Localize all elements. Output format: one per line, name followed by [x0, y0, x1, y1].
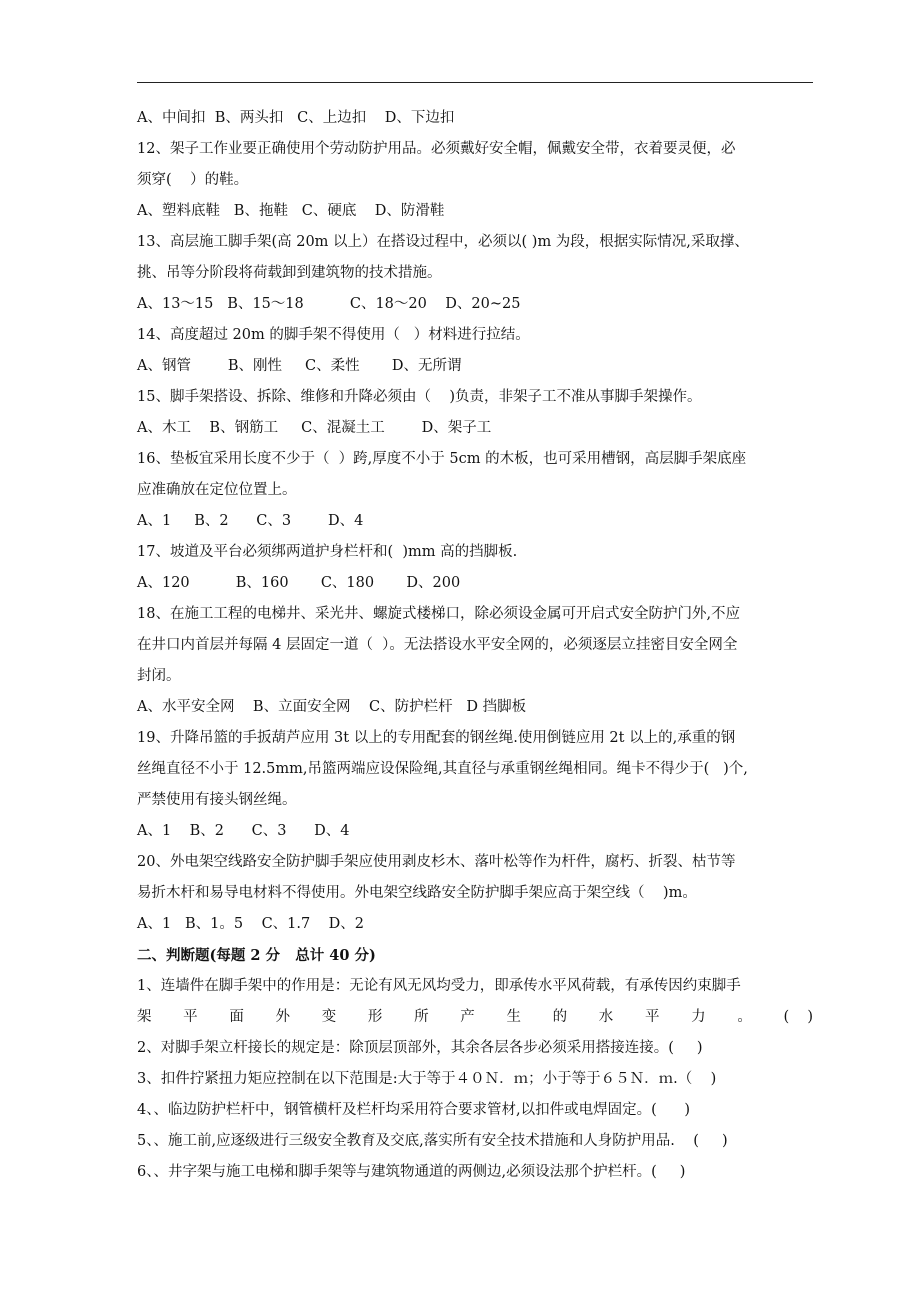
q16-text-line1: 16、垫板宜采用长度不少于（ ）跨,厚度不小于 5cm 的木板，也可采用槽钢，高层脚手架底座 — [137, 451, 747, 467]
section-heading-true-false: 二、判断题(每题 2 分 总计 40 分) — [137, 947, 376, 964]
q13-options: A、13～15 B、15～18 C、18～20 D、20~25 — [137, 296, 521, 312]
q17-text: 17、坡道及平台必须绑两道护身栏杆和( )mm 高的挡脚板. — [137, 544, 518, 560]
q13-text-line1: 13、高层施工脚手架(高 20m 以上）在搭设过程中，必须以( )m 为段，根据实际情况,采取撑、 — [137, 234, 749, 250]
q14-options: A、钢管 B、刚性 C、柔性 D、无所谓 — [137, 358, 462, 374]
q18-text-line3: 封闭。 — [137, 668, 181, 684]
tf4-text: 4、、临边防护栏杆中，钢管横杆及栏杆均采用符合要求管材,以扣件或电焊固定。( ) — [137, 1102, 691, 1118]
tf5-text: 5、、施工前,应逐级进行三级安全教育及交底,落实所有安全技术措施和人身防护用品. ( ) — [137, 1133, 728, 1149]
tf3-text: 3、扣件拧紧扭力矩应控制在以下范围是:大于等于４０Ｎ．ｍ；小于等于６５Ｎ．ｍ.（ ) — [137, 1071, 717, 1087]
q11-options: A、中间扣 B、两头扣 C、上边扣 D、下边扣 — [137, 110, 455, 126]
tf2-text: 2、对脚手架立杆接长的规定是：除顶层顶部外，其余各层各步必须采用搭接连接。( ) — [137, 1040, 703, 1056]
q12-text-line2: 须穿( ）的鞋。 — [137, 172, 249, 188]
q18-text-line2: 在井口内首层并每隔 4 层固定一道（ ）。无法搭设水平安全网的，必须逐层立挂密目安全网全 — [137, 637, 738, 653]
q13-text-line2: 挑、吊等分阶段将荷载卸到建筑物的技术措施。 — [137, 265, 442, 281]
q15-options: A、木工 B、钢筋工 C、混凝土工 D、架子工 — [137, 420, 492, 436]
q20-text-line2: 易折木杆和易导电材料不得使用。外电架空线路安全防护脚手架应高于架空线（ )m。 — [137, 885, 697, 901]
tf1-text-line2: 架 平 面 外 变 形 所 产 生 的 水 平 力 。 ( ) — [137, 1009, 813, 1025]
q15-text: 15、脚手架搭设、拆除、维修和升降必须由（ )负责，非架子工不准从事脚手架操作。 — [137, 389, 702, 405]
q20-options: A、1 B、1。5 C、1.7 D、2 — [137, 916, 365, 932]
q17-options: A、120 B、160 C、180 D、200 — [137, 575, 461, 591]
q16-text-line2: 应准确放在定位位置上。 — [137, 482, 297, 498]
header-rule — [137, 82, 813, 83]
q19-text-line3: 严禁使用有接头钢丝绳。 — [137, 792, 297, 808]
tf6-text: 6、、井字架与施工电梯和脚手架等与建筑物通道的两侧边,必须设法那个护栏杆。( ) — [137, 1164, 686, 1180]
q18-text-line1: 18、在施工工程的电梯井、采光井、螺旋式楼梯口，除必须设金属可开启式安全防护门外,不应 — [137, 606, 741, 622]
q18-options: A、水平安全网 B、立面安全网 C、防护栏杆 D 挡脚板 — [137, 699, 527, 715]
q19-text-line2: 丝绳直径不小于 12.5mm,吊篮两端应设保险绳,其直径与承重钢丝绳相同。绳卡不得少于( )个, — [137, 761, 748, 777]
q12-text-line1: 12、架子工作业要正确使用个劳动防护用品。必须戴好安全帽，佩戴安全带，衣着要灵便，必 — [137, 141, 736, 157]
q14-text: 14、高度超过 20m 的脚手架不得使用（ ）材料进行拉结。 — [137, 327, 530, 343]
q12-options: A、塑料底鞋 B、拖鞋 C、硬底 D、防滑鞋 — [137, 203, 445, 219]
document-body — [137, 103, 813, 1188]
q19-options: A、1 B、2 C、3 D、4 — [137, 823, 350, 839]
q16-options: A、1 B、2 C、3 D、4 — [137, 513, 364, 529]
tf1-text-line1: 1、连墙件在脚手架中的作用是：无论有风无风均受力，即承传水平风荷载，有承传因约束脚手 — [137, 978, 741, 994]
q20-text-line1: 20、外电架空线路安全防护脚手架应使用剥皮杉木、落叶松等作为杆件，腐朽、折裂、枯节等 — [137, 854, 736, 870]
q19-text-line1: 19、升降吊篮的手扳葫芦应用 3t 以上的专用配套的钢丝绳.使用倒链应用 2t 以上的,承重的钢 — [137, 730, 736, 746]
